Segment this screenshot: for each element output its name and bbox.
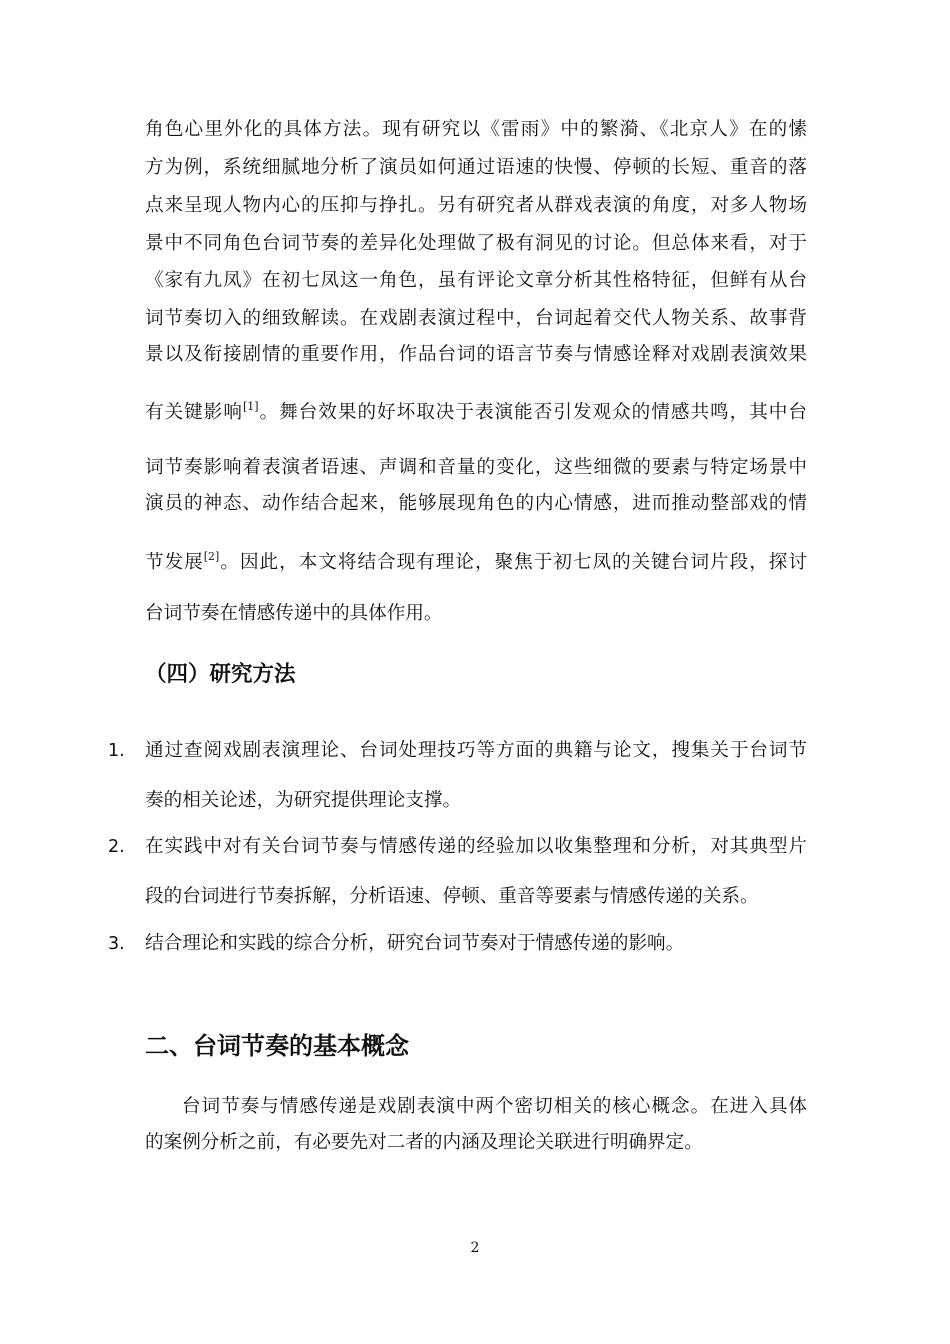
list-item-line: 结合理论和实践的综合分析，研究台词节奏对于情感传递的影响。 [145,933,685,954]
text-line: 点来呈现人物内心的压抑与挣扎。另有研究者从群戏表演的角度，对多人物场 [145,195,807,216]
list-number: 2. [108,837,125,857]
text-segment: 有关键影响 [145,402,243,423]
citation-ref[interactable]: [1] [242,400,259,413]
citation-ref[interactable]: [2] [203,550,220,563]
list-item-line: 通过查阅戏剧表演理论、台词处理技巧等方面的典籍与论文，搜集关于台词节 [145,740,807,761]
list-item-line: 在实践中对有关台词节奏与情感传递的经验加以收集整理和分析，对其典型片 [145,836,807,857]
list-number: 1. [108,741,125,761]
text-line: 《家有九凤》在初七凤这一角色，虽有评论文章分析其性格特征，但鲜有从台 [145,270,807,291]
list-item-line: 段的台词进行节奏拆解，分析语速、停顿、重音等要素与情感传递的关系。 [145,886,759,907]
list-item-line: 奏的相关论述，为研究提供理论支撑。 [145,790,462,811]
text-line: 的案例分析之前，有必要先对二者的内涵及理论关联进行明确界定。 [145,1132,703,1153]
text-line: 方为例，系统细腻地分析了演员如何通过语速的快慢、停顿的长短、重音的落 [145,157,807,178]
text-line: 词节奏影响着表演者语速、声调和音量的变化，这些细微的要素与特定场景中 [145,457,807,478]
text-line: 台词节奏在情感传递中的具体作用。 [145,603,443,624]
text-segment: 。因此，本文将结合现有理论，聚焦于初七凤的关键台词片段，探讨 [219,552,807,573]
text-line [145,550,807,576]
text-line: 台词节奏与情感传递是戏剧表演中两个密切相关的核心概念。在进入具体 [182,1096,807,1117]
text-line: 演员的神态、动作结合起来，能够展现角色的内心情感，进而推动整部戏的情 [145,493,807,514]
text-line: 景以及衔接剧情的重要作用，作品台词的语言节奏与情感诠释对戏剧表演效果 [145,344,807,365]
text-segment: 节发展 [145,552,204,573]
section-heading: （四）研究方法 [145,662,296,687]
page-number: 2 [470,1240,480,1256]
list-number: 3. [108,934,125,954]
text-line: 角色心里外化的具体方法。现有研究以《雷雨》中的繁漪、《北京人》在的愫 [145,119,807,140]
chapter-heading: 二、台词节奏的基本概念 [145,1032,409,1060]
text-line: 词节奏切入的细致解读。在戏剧表演过程中，台词起着交代人物关系、故事背 [145,308,807,329]
text-segment: 。舞台效果的好坏取决于表演能否引发观众的情感共鸣，其中台 [258,402,807,423]
text-line [145,400,807,426]
text-line: 景中不同角色台词节奏的差异化处理做了极有洞见的讨论。但总体来看，对于 [145,233,807,254]
